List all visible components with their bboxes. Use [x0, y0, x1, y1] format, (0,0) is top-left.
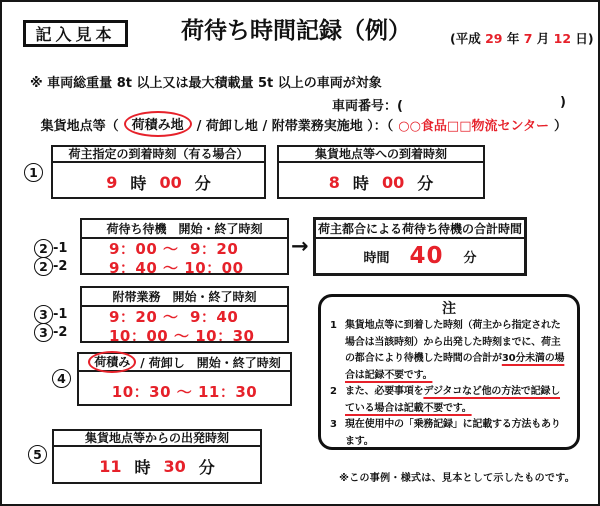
date-year-unit: 年 [502, 31, 524, 46]
marker-2-2 [34, 257, 67, 276]
time-value [54, 455, 260, 478]
ancillary-work-box [80, 286, 289, 343]
sample-label-box [23, 20, 128, 47]
sample-label: 記入見本 [35, 25, 116, 44]
marker-3-1 [34, 305, 67, 324]
circled-number-2: 2 [34, 257, 53, 276]
box-header: 附帯業務 開始・終了時刻 [82, 288, 287, 307]
note-item-text [345, 417, 568, 450]
date-era: (平成 [450, 31, 486, 46]
loading-label: 荷積み [94, 355, 131, 369]
circled-number-3: 3 [34, 305, 53, 324]
minute-value: 00 [381, 173, 405, 192]
loading-period: 10：30 ～ 11：30 [111, 383, 258, 401]
arrival-time-box [277, 145, 485, 199]
note-text-plain: 現在使用中の「乗務記録」に記載する方法もあります。 [345, 419, 561, 447]
minute-unit: 分 [198, 458, 215, 477]
hour-value: 8 [328, 173, 340, 192]
note-text-plain: また、必要事項を [345, 386, 424, 397]
note-item-3 [330, 417, 568, 450]
red-circle-annotation [124, 111, 192, 137]
marker-suffix: -2 [53, 325, 68, 340]
note-text-plain: 集貨地点等に到着した時刻（荷主から指定された場合は当該時刻）から出発した時刻までに、荷主の都合により待機した時間の合計が [345, 320, 561, 364]
note-text-underlined: 30分未満の場合は記録不要です。 [345, 353, 565, 381]
note-item-1 [330, 318, 568, 384]
red-circle-annotation [88, 351, 136, 373]
eligibility-note: ※ 車両総重量 8t 以上又は最大積載量 5t 以上の車両が対象 [30, 76, 382, 91]
date-month-unit: 月 [532, 31, 554, 46]
date-day-unit: 日) [571, 31, 594, 46]
total-waiting-time-box [313, 217, 527, 276]
note-item-2 [330, 384, 568, 417]
circled-number-5: 5 [28, 445, 47, 464]
location-prefix: 集貨地点等（ [40, 118, 119, 134]
hour-unit: 時 [130, 174, 147, 193]
hour-unit: 時 [352, 174, 369, 193]
location-value: ○○食品□□物流センター [398, 118, 549, 134]
box-header [79, 354, 290, 372]
date-label [450, 29, 594, 47]
minute-unit-label: 分 [463, 250, 477, 266]
note-item-number: 3 [330, 419, 337, 430]
vehicle-number-label: 車両番号：( [332, 99, 403, 114]
work-period-2: 10：00 ～ 10：30 [109, 327, 255, 345]
marker-1 [24, 163, 43, 182]
page-title: 荷待ち時間記録（例） [181, 18, 411, 44]
date-day: 12 [553, 31, 572, 46]
hour-unit: 時 [134, 458, 151, 477]
minute-unit: 分 [194, 174, 211, 193]
marker-suffix: -1 [53, 307, 68, 322]
box-header: 荷主指定の到着時刻（有る場合） [53, 147, 264, 163]
waiting-period-1: 9：00 ～ 9：20 [109, 240, 239, 258]
box-header: 荷待ち待機 開始・終了時刻 [82, 220, 287, 239]
marker-2-1 [34, 239, 67, 258]
note-title: 注 [442, 301, 456, 317]
note-item-number: 2 [330, 386, 337, 397]
note-item-number: 1 [330, 320, 337, 331]
date-year: 29 [485, 31, 503, 46]
note-item-text [345, 318, 568, 384]
time-value [53, 171, 264, 194]
total-time-value [316, 243, 524, 269]
note-box [318, 294, 580, 450]
date-month: 7 [523, 31, 533, 46]
minute-value: 30 [163, 457, 186, 476]
circled-number-1: 1 [24, 163, 43, 182]
header-rest: / 荷卸し 開始・終了時刻 [140, 355, 281, 370]
circled-number-4: 4 [52, 369, 71, 388]
circled-number-3: 3 [34, 323, 53, 342]
departure-time-box [52, 429, 262, 484]
marker-5 [28, 445, 47, 464]
location-close-paren: ） [553, 118, 567, 134]
designated-arrival-time-box [51, 145, 266, 199]
right-arrow-icon: → [291, 234, 309, 258]
vehicle-number-close-paren: ) [560, 95, 566, 110]
hour-value: 11 [99, 457, 122, 476]
note-item-text [345, 384, 568, 417]
location-loading-site: 荷積み地 [131, 118, 184, 133]
loading-unloading-box [77, 352, 292, 406]
minute-unit: 分 [417, 174, 434, 193]
footer-disclaimer: ※この事例・様式は、見本として示したものです。 [339, 473, 575, 484]
marker-4 [52, 369, 71, 388]
note-text-underlined: デジタコなど他の方法で記録している場合は記載不要です。 [345, 386, 561, 414]
marker-suffix: -2 [53, 259, 68, 274]
waiting-time-box [80, 218, 289, 275]
minute-value: 00 [159, 173, 182, 192]
hour-value: 9 [106, 173, 118, 192]
box-header: 集貨地点等からの出発時刻 [54, 431, 260, 447]
time-value [279, 171, 483, 194]
marker-3-2 [34, 323, 67, 342]
marker-suffix: -1 [53, 241, 68, 256]
box-header: 集貨地点等への到着時刻 [279, 147, 483, 163]
hour-unit-label: 時間 [363, 250, 390, 266]
waiting-period-2: 9：40 ～ 10：00 [109, 259, 244, 277]
work-period-1: 9：20 ～ 9：40 [109, 308, 239, 326]
box-header: 荷主都合による荷待ち待機の合計時間 [316, 220, 524, 239]
total-minutes-value: 40 [409, 243, 444, 269]
location-line [42, 111, 567, 137]
location-options: / 荷卸し地 / 附帯業務実施地 ）：（ [196, 118, 394, 134]
circled-number-2: 2 [34, 239, 53, 258]
